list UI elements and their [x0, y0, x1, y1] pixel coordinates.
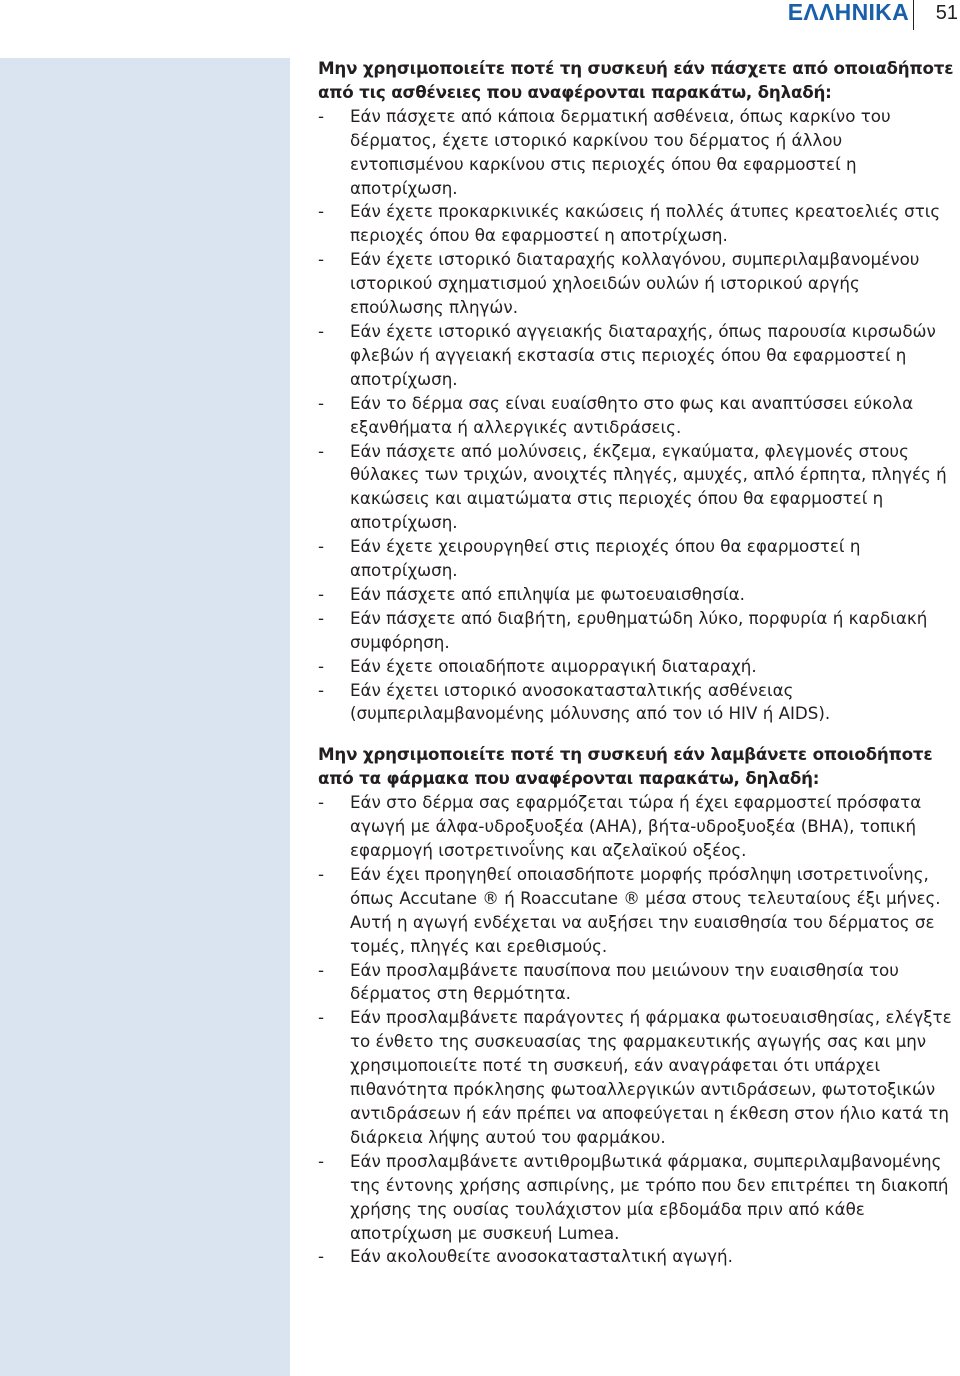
- list-item: [318, 105, 958, 201]
- medications-list: [318, 791, 958, 1269]
- main-content: [318, 57, 958, 1269]
- section-heading-medications: Μην χρησιμοποιείτε ποτέ τη συσκευή εάν λαμβάνετε οποιοδήποτε από τα φάρμακα που αναφέρονται παρακάτω, δηλαδή:: [318, 744, 933, 789]
- list-item: [318, 583, 958, 607]
- list-bullet: -: [318, 440, 325, 461]
- list-item: [318, 679, 958, 727]
- list-item: [318, 607, 958, 655]
- list-bullet: -: [318, 320, 325, 341]
- list-item-text: Εάν έχετε προκαρκινικές κακώσεις ή πολλές άτυπες κρεατοελιές στις περιοχές όπου θα εφαρμοστεί η αποτρίχωση.: [350, 201, 941, 246]
- list-item: [318, 440, 958, 536]
- list-item-text: Εάν έχετε οποιαδήποτε αιμορραγική διαταραχή.: [350, 655, 757, 676]
- list-bullet: -: [318, 536, 325, 557]
- list-item: [318, 1150, 958, 1246]
- list-item: [318, 1006, 958, 1149]
- list-item-text: Εάν έχει προηγηθεί οποιασδήποτε μορφής πρόσληψη ισοτρετινοΐνης, όπως Accutane ® ή Roaccutane ® μέσα στους τελευταίους έξι μήνες. Αυτή η αγωγή ενδέχεται να αυξήσει την ευαισθησία του δέρματος σε τομές, πληγές και ερεθισμούς.: [350, 863, 941, 956]
- page-number: 51: [935, 2, 958, 24]
- list-bullet: -: [318, 1007, 325, 1028]
- list-item: [318, 392, 958, 440]
- list-item: [318, 200, 958, 248]
- list-bullet: -: [318, 201, 325, 222]
- list-item-text: Εάν ακολουθείτε ανοσοκατασταλτική αγωγή.: [350, 1246, 733, 1267]
- list-bullet: -: [318, 959, 325, 980]
- list-bullet: -: [318, 105, 325, 126]
- list-item: [318, 655, 958, 679]
- list-item-text: Εάν πάσχετε από διαβήτη, ερυθηματώδη λύκο, πορφυρία ή καρδιακή συμφόρηση.: [350, 607, 928, 652]
- list-bullet: -: [318, 1246, 325, 1267]
- list-item: [318, 791, 958, 863]
- list-bullet: -: [318, 392, 325, 413]
- list-bullet: -: [318, 249, 325, 270]
- diseases-list: [318, 105, 958, 727]
- list-item-text: Εάν προσλαμβάνετε παυσίπονα που μειώνουν την ευαισθησία του δέρματος στη θερμότητα.: [350, 959, 899, 1004]
- list-item-text: Εάν έχετει ιστορικό ανοσοκατασταλτικής ασθένειας (συμπεριλαμβανομένης μόλυνσης από τον ιό HIV ή AIDS).: [350, 679, 831, 724]
- section-spacer: [318, 726, 958, 743]
- list-bullet: -: [318, 863, 325, 884]
- list-item: [318, 863, 958, 959]
- sidebar-panel: [0, 58, 290, 1376]
- list-item-text: Εάν πάσχετε από μολύνσεις, έκζεμα, εγκαύματα, φλεγμονές στους θύλακες των τριχών, ανοιχτές πληγές, αμυχές, απλό έρπητα, πληγές ή κακώσεις και αιματώματα στις περιοχές όπου θα εφαρμοστεί η αποτρίχωση.: [350, 440, 947, 533]
- list-bullet: -: [318, 583, 325, 604]
- section-heading-diseases: Μην χρησιμοποιείτε ποτέ τη συσκευή εάν πάσχετε από οποιαδήποτε από τις ασθένειες που αναφέρονται παρακάτω, δηλαδή:: [318, 58, 954, 102]
- list-item: [318, 320, 958, 392]
- list-item-text: Εάν πάσχετε από επιληψία με φωτοευαισθησία.: [350, 583, 745, 604]
- list-item-text: Εάν έχετε ιστορικό διαταραχής κολλαγόνου, συμπεριλαμβανομένου ιστορικού σχηματισμού χηλοειδών ουλών ή ιστορικού αργής επούλωσης πληγών.: [350, 249, 920, 318]
- list-bullet: -: [318, 655, 325, 676]
- list-item-text: Εάν έχετε χειρουργηθεί στις περιοχές όπου θα εφαρμοστεί η αποτρίχωση.: [350, 536, 861, 581]
- list-item: [318, 959, 958, 1007]
- header-divider: [913, 0, 914, 30]
- list-item-text: Εάν πάσχετε από κάποια δερματική ασθένεια, όπως καρκίνο του δέρματος, έχετε ιστορικό καρκίνου του δέρματος ή άλλου εντοπισμένου καρκίνου στις περιοχές όπου θα εφαρμοστεί η αποτρίχωση.: [350, 105, 891, 198]
- list-item: [318, 248, 958, 320]
- list-item-text: Εάν προσλαμβάνετε παράγοντες ή φάρμακα φωτοευαισθησίας, ελέγξτε το ένθετο της συσκευασίας της φαρμακευτικής αγωγής σας και μην χρησιμοποιείτε ποτέ τη συσκευή, εάν αναγράφεται ότι υπάρχει πιθανότητα πρόκλησης φωτοαλλεργικών αντιδράσεων, φωτοτοξικών αντιδράσεων ή εάν πρέπει να αποφεύγεται η έκθεση στον ήλιο κατά τη διάρκεια λήψης αυτού του φαρμάκου.: [350, 1007, 952, 1147]
- list-bullet: -: [318, 1150, 325, 1171]
- list-bullet: -: [318, 792, 325, 813]
- list-item-text: Εάν το δέρμα σας είναι ευαίσθητο στο φως και αναπτύσσει εύκολα εξανθήματα ή αλλεργικές αντιδράσεις.: [350, 392, 914, 437]
- list-bullet: -: [318, 607, 325, 628]
- list-item-text: Εάν προσλαμβάνετε αντιθρομβωτικά φάρμακα, συμπεριλαμβανομένης της έντονης χρήσης ασπιρίνης, με τρόπο που δεν επιτρέπει τη διακοπή χρήσης της ουσίας τουλάχιστον μία εβδομάδα πριν από κάθε αποτρίχωση με συσκευή Lumea.: [350, 1150, 949, 1243]
- list-item: [318, 535, 958, 583]
- list-item-text: Εάν έχετε ιστορικό αγγειακής διαταραχής, όπως παρουσία κιρσωδών φλεβών ή αγγειακή εκστασία στις περιοχές όπου θα εφαρμοστεί η αποτρίχωση.: [350, 320, 936, 389]
- list-item-text: Εάν στο δέρμα σας εφαρμόζεται τώρα ή έχει εφαρμοστεί πρόσφατα αγωγή με άλφα-υδροξυοξέα (AHA), βήτα-υδροξυοξέα (BHA), τοπική εφαρμογή ισοτρετινοΐνης και αζελαϊκού οξέος.: [350, 792, 922, 860]
- list-item: [318, 1245, 958, 1269]
- section-language-label: ΕΛΛΗΝΙΚΑ: [787, 0, 909, 25]
- list-bullet: -: [318, 679, 325, 700]
